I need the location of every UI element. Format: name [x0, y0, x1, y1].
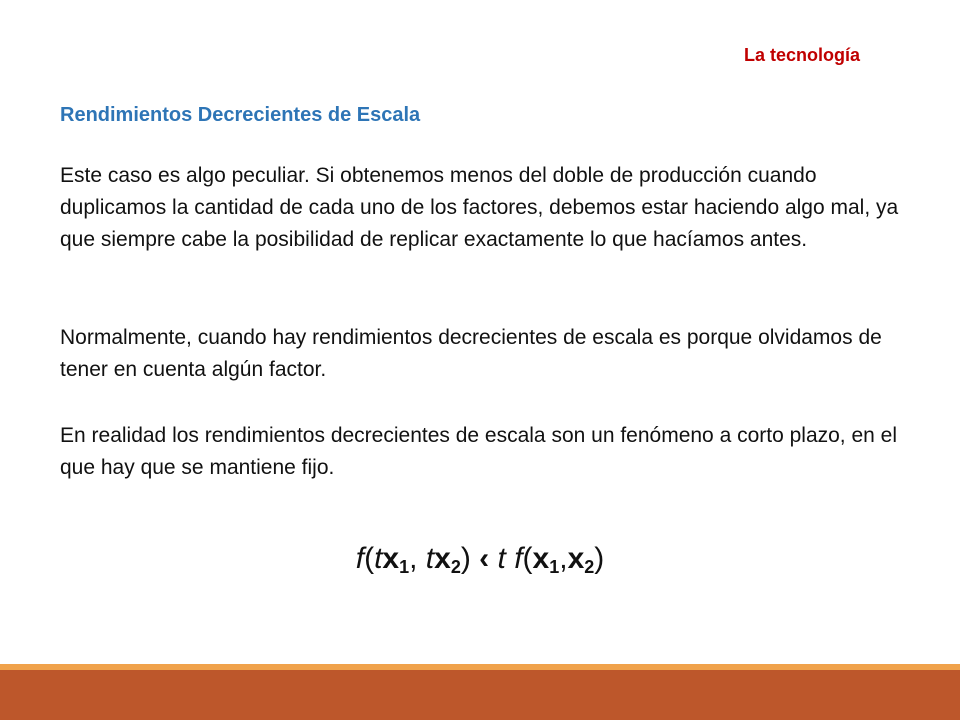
formula-x: x: [434, 542, 451, 575]
formula-open-paren: (: [522, 542, 533, 575]
paragraph-3: En realidad los rendimientos decrecientes de escala son un fenómeno a corto plazo, en el que hay que se mantiene fijo.: [60, 424, 898, 479]
slide-header-label: La tecnología: [743, 45, 860, 65]
formula-close-paren: ): [594, 542, 605, 575]
formula-space: [506, 542, 514, 575]
formula: [0, 542, 960, 578]
formula-comma: ,: [409, 542, 426, 575]
formula-comma: ,: [559, 542, 568, 575]
formula-relation: ‹: [470, 542, 498, 575]
formula-x: x: [567, 542, 585, 575]
formula-x: x: [532, 542, 550, 575]
formula-sub: 2: [584, 557, 595, 577]
formula-f: f: [514, 542, 523, 575]
formula-x: x: [382, 542, 400, 575]
formula-close-paren: ): [460, 542, 471, 575]
formula-t: t: [425, 542, 435, 575]
footer-band: [0, 670, 960, 720]
formula-open-paren: (: [364, 542, 375, 575]
formula-sub: 1: [399, 557, 410, 577]
paragraph-1: Este caso es algo peculiar. Si obtenemos menos del doble de producción cuando duplicamos la cantidad de cada uno de los factores, debemos estar haciendo algo mal, ya que siempre cabe la posibilidad de replicar exactamente lo que hacíamos antes.: [60, 164, 899, 251]
formula-t: t: [374, 542, 383, 575]
formula-sub: 2: [450, 557, 461, 577]
paragraph-2: Normalmente, cuando hay rendimientos decrecientes de escala es porque olvidamos de tener en cuenta algún factor.: [60, 326, 882, 381]
section-title: Rendimientos Decrecientes de Escala: [60, 104, 421, 126]
formula-sub: 1: [549, 557, 560, 577]
formula-f: f: [355, 542, 365, 575]
formula-t: t: [497, 542, 506, 575]
